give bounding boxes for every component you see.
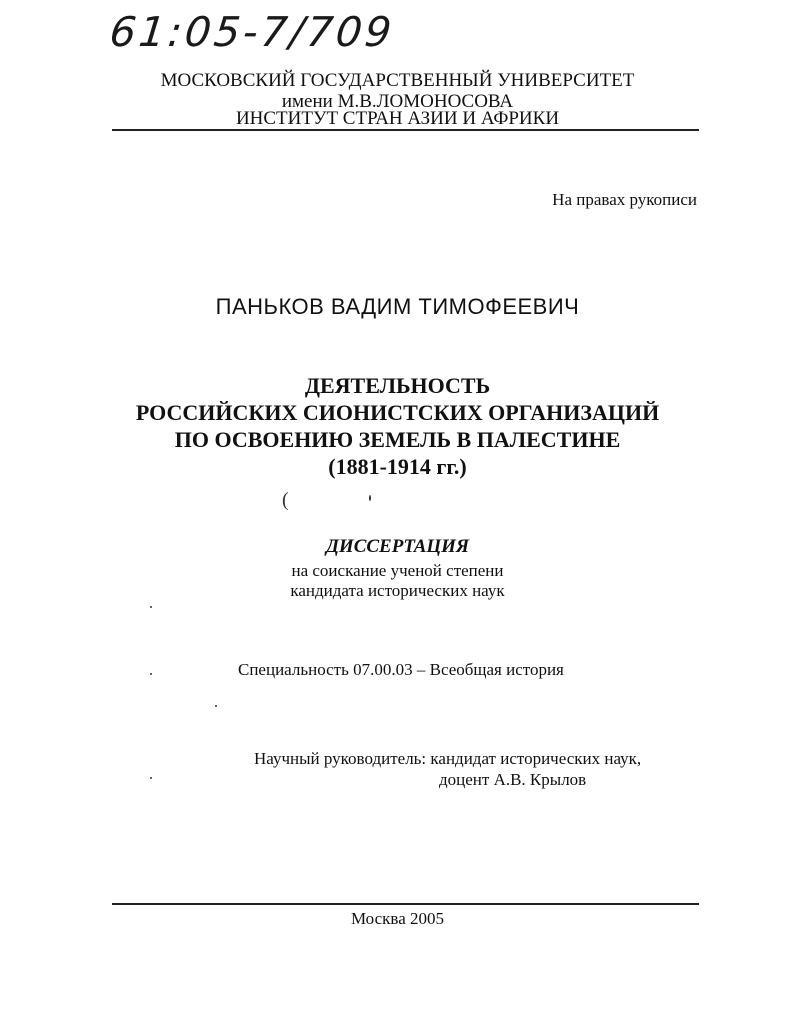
- scan-dot: [150, 777, 152, 779]
- advisor-name: доцент А.В. Крылов: [439, 770, 587, 789]
- degree-name: кандидата исторических наук: [290, 581, 505, 600]
- stray-parenthesis-mark: (: [282, 489, 289, 511]
- scan-dot: [215, 705, 217, 707]
- handwritten-archive-code: 61:05-7/709: [107, 8, 397, 56]
- university-name: МОСКОВСКИЙ ГОСУДАРСТВЕННЫЙ УНИВЕРСИТЕТ: [160, 70, 635, 91]
- scan-dot: [150, 673, 152, 675]
- university-named-after: имени М.В.ЛОМОНОСОВА: [281, 91, 514, 112]
- advisor-title: Научный руководитель: кандидат исторических наук,: [254, 749, 642, 768]
- rights-note: На правах рукописи: [552, 190, 697, 209]
- header-divider: [112, 129, 699, 131]
- specialty: Специальность 07.00.03 – Всеобщая история: [238, 660, 564, 679]
- stray-mark: [369, 495, 371, 501]
- title-line-4: (1881-1914 гг.): [328, 454, 467, 479]
- author-name: ПАНЬКОВ ВАДИМ ТИМОФЕЕВИЧ: [215, 294, 580, 319]
- title-line-3: ПО ОСВОЕНИЮ ЗЕМЕЛЬ В ПАЛЕСТИНЕ: [174, 427, 621, 452]
- thesis-type: ДИССЕРТАЦИЯ: [325, 536, 470, 557]
- city-year: Москва 2005: [350, 909, 445, 928]
- dissertation-title: [0, 372, 795, 480]
- footer-divider: [112, 903, 699, 905]
- degree-statement: [0, 561, 795, 601]
- institute-name: ИНСТИТУТ СТРАН АЗИИ И АФРИКИ: [235, 108, 560, 129]
- scan-dot: [150, 606, 152, 608]
- title-line-1: ДЕЯТЕЛЬНОСТЬ: [304, 373, 491, 398]
- title-line-2: РОССИЙСКИХ СИОНИСТСКИХ ОРГАНИЗАЦИЙ: [135, 400, 660, 425]
- degree-purpose: на соискание ученой степени: [291, 561, 504, 580]
